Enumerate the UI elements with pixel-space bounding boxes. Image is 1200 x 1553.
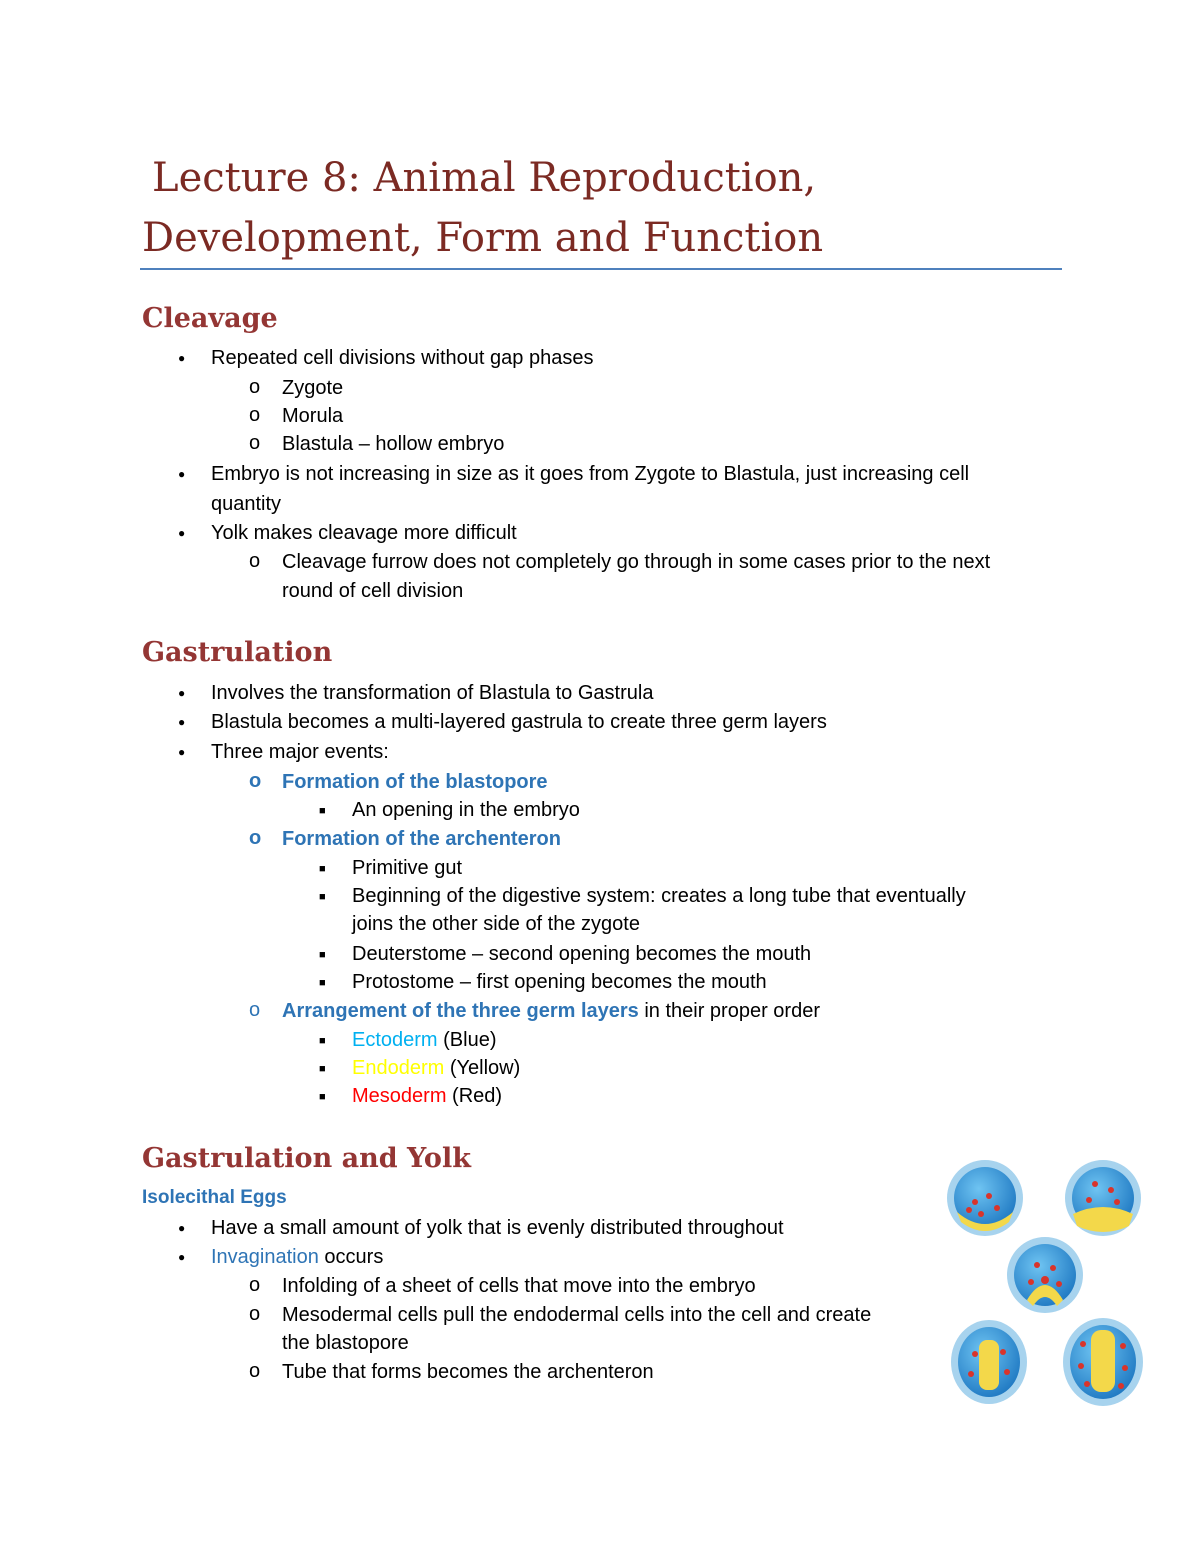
- sub-list-item: o Zygote: [282, 374, 343, 402]
- list-item: ● Blastula becomes a multi-layered gastrula to create three germ layers: [211, 708, 827, 736]
- sub-sub-list-item: ■ Deuterstome – second opening becomes the mouth: [352, 940, 811, 968]
- title-line-2: Development, Form and Function: [142, 215, 824, 261]
- germ-layer-ectoderm: [352, 1026, 497, 1054]
- endoderm-label: Endoderm: [352, 1057, 445, 1079]
- sub-list-item-continuation: the blastopore: [282, 1332, 409, 1354]
- embryo-stage-2: [1065, 1160, 1141, 1236]
- embryo-stage-5: [1063, 1318, 1143, 1406]
- ectoderm-label: Ectoderm: [352, 1029, 438, 1051]
- title-divider: [140, 268, 1062, 270]
- page-title: [142, 148, 1062, 268]
- list-item: ● Three major events:: [211, 738, 389, 766]
- germ-layers-rest: in their proper order: [638, 1000, 820, 1022]
- heading-cleavage: Cleavage: [142, 303, 278, 334]
- list-item: ● Embryo is not increasing in size as it goes from Zygote to Blastula, just increasing cell: [211, 460, 969, 488]
- sub-list-item: o Infolding of a sheet of cells that move into the embryo: [282, 1272, 756, 1300]
- gastrulation-illustration: [945, 1140, 1155, 1410]
- mesoderm-color-note: (Red): [446, 1085, 503, 1107]
- sub-sub-list-item: ■ Primitive gut: [352, 854, 462, 882]
- sub-list-item: o Morula: [282, 402, 343, 430]
- sub-sub-list-item-continuation: joins the other side of the zygote: [352, 913, 640, 935]
- invagination-keyword: Invagination: [211, 1246, 319, 1268]
- germ-layer-mesoderm: [352, 1082, 502, 1110]
- sub-list-item: o Mesodermal cells pull the endodermal cells into the cell and create: [282, 1301, 871, 1329]
- heading-gastrulation-yolk: Gastrulation and Yolk: [142, 1143, 471, 1174]
- germ-layer-endoderm: [352, 1054, 520, 1082]
- heading-gastrulation: Gastrulation: [142, 637, 333, 668]
- germ-layers-keyword: Arrangement of the three germ layers: [282, 1000, 639, 1022]
- event-blastopore: o Formation of the blastopore: [282, 768, 548, 796]
- ectoderm-color-note: (Blue): [437, 1029, 497, 1051]
- embryo-stage-4: [951, 1320, 1027, 1404]
- mesoderm-label: Mesoderm: [352, 1085, 447, 1107]
- embryo-stage-3: [1007, 1237, 1083, 1313]
- list-item: ● Yolk makes cleavage more difficult: [211, 519, 517, 547]
- sub-sub-list-item: ■ Beginning of the digestive system: creates a long tube that eventually: [352, 882, 966, 910]
- sub-sub-list-item: ■ An opening in the embryo: [352, 796, 580, 824]
- sub-list-item: o Tube that forms becomes the archenteron: [282, 1358, 654, 1386]
- embryo-stage-1: [947, 1160, 1023, 1236]
- sub-sub-list-item: ■ Protostome – first opening becomes the mouth: [352, 968, 767, 996]
- event-germ-layers: [282, 997, 820, 1025]
- list-item-continuation: quantity: [211, 493, 282, 515]
- invagination-rest: occurs: [318, 1246, 384, 1268]
- event-archenteron: o Formation of the archenteron: [282, 825, 561, 853]
- list-item: ● Involves the transformation of Blastula to Gastrula: [211, 679, 653, 707]
- title-line-1: Lecture 8: Animal Reproduction,: [152, 155, 817, 201]
- list-item: ● Have a small amount of yolk that is evenly distributed throughout: [211, 1214, 784, 1242]
- subheading-isolecithal: Isolecithal Eggs: [142, 1187, 287, 1208]
- sub-list-item: o Blastula – hollow embryo: [282, 430, 504, 458]
- endoderm-color-note: (Yellow): [444, 1057, 521, 1079]
- sub-list-item: o Cleavage furrow does not completely go through in some cases prior to the next: [282, 548, 990, 576]
- list-item: [211, 1243, 383, 1271]
- list-item: ● Repeated cell divisions without gap phases: [211, 344, 593, 372]
- sub-list-item-continuation: round of cell division: [282, 580, 464, 602]
